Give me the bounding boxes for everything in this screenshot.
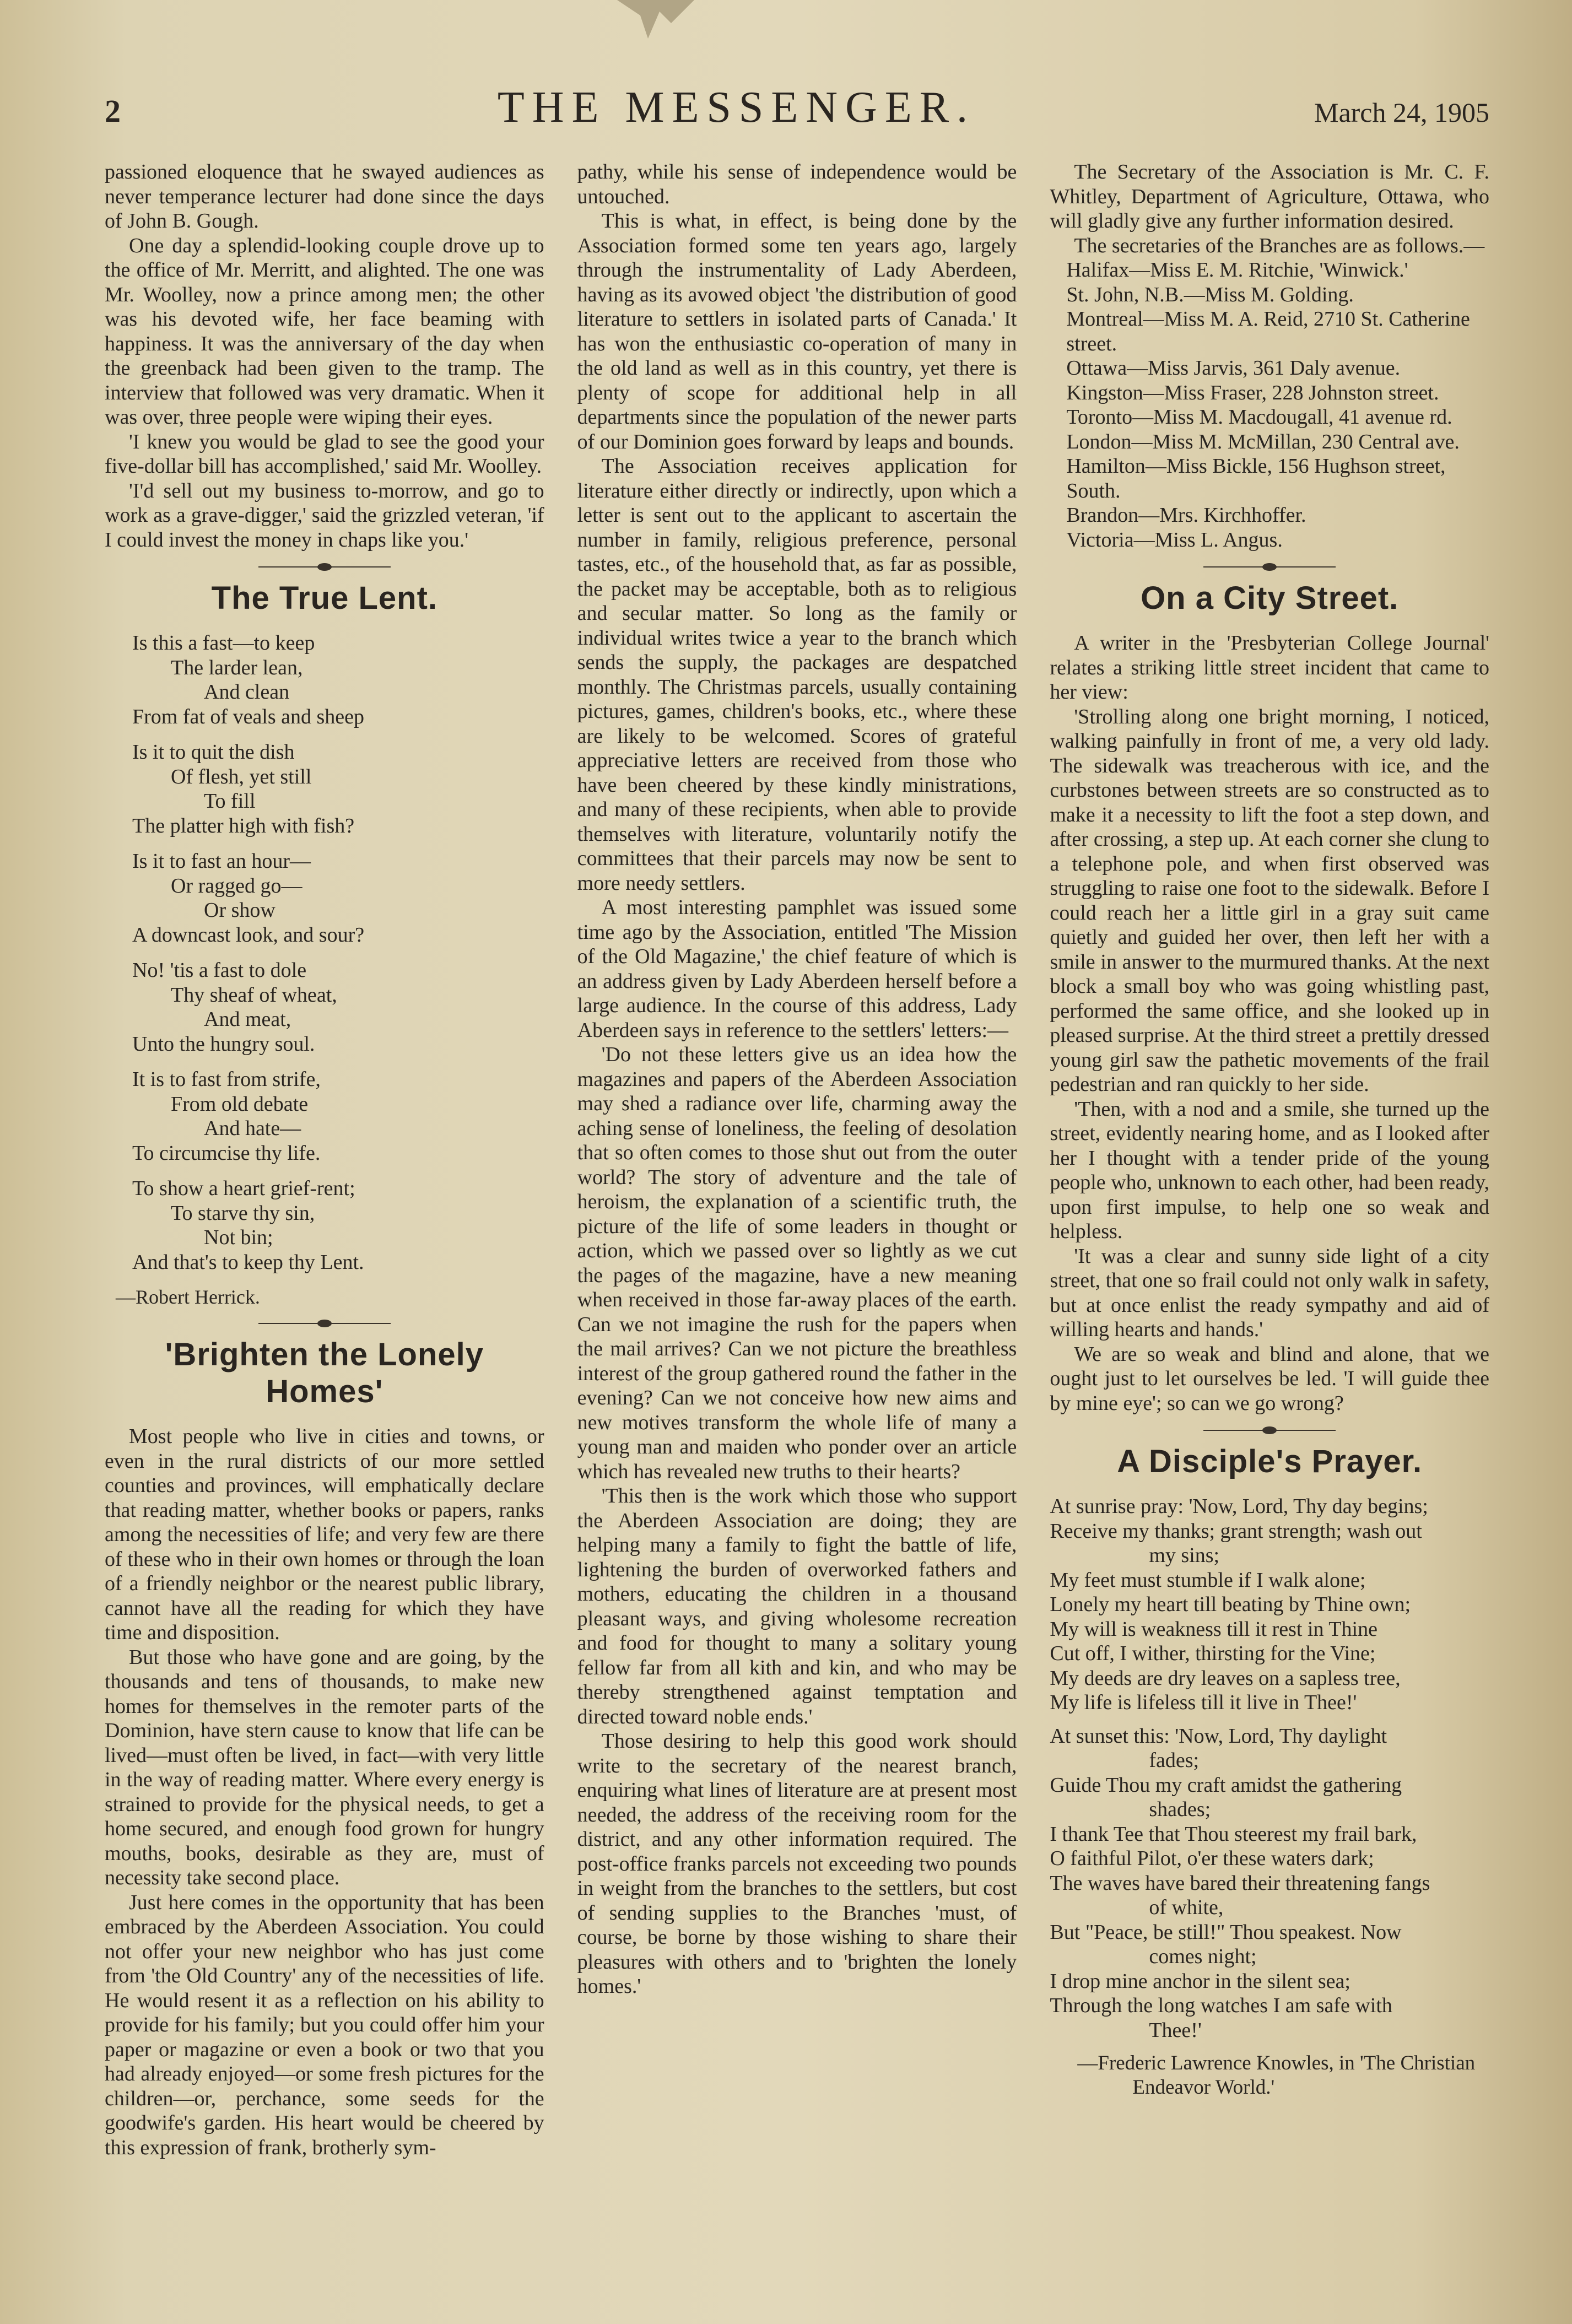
prayer-line-continued: my sins; (1149, 1544, 1220, 1567)
paragraph: passioned eloquence that he swayed audiences as never temperance lecturer had done since the days of John B. Gough. (105, 160, 544, 233)
paragraph: 'I knew you would be glad to see the good your five-dollar bill has accomplished,' said Mr. Woolley. (105, 430, 544, 478)
poem-line: Of flesh, yet still (171, 765, 312, 788)
paragraph: Those desiring to help this good work should write to the secretary of the nearest branch, enquiring what lines of literature are at present most needed, the address of the receiving room for the district, and any other information required. The post-office franks parcels not exceeding two pounds in weight from the branches to the settlers, but cost of sending supplies to the Branches 'must, of course, be borne by those wishing to share their pleasures with others and to 'brighten the lonely homes.' (577, 1730, 1017, 1998)
branch-item: Halifax—Miss E. M. Ritchie, 'Winwick.' (1066, 258, 1408, 282)
paragraph: Most people who live in cities and towns, or even in the rural districts of our more settled counties and provinces, will emphatically declare that reading matter, whether books or papers, ranks among the necessities of life; and very few are there of these who in their own homes or through the loan of a friendly neighbor or the nearest public library, cannot have all the reading for which they have time and disposition. (105, 1425, 544, 1644)
paragraph: Just here comes in the opportunity that has been embraced by the Aberdeen Association. You could not offer your new neighbor who has just come from 'the Old Country' any of the necessities of life. He would resent it as a reflection on his ability to provide for his family; but you could offer him your paper or magazine or even a book or two that you had already enjoyed—or some fresh pictures for the children—or, perchance, some seeds for the goodwife's garden. His heart would be cheered by this expression of frank, brotherly sym- (105, 1890, 544, 2159)
poem-line: To circumcise thy life. (132, 1141, 321, 1165)
prayer-line: I drop mine anchor in the silent sea; (1050, 1969, 1350, 1993)
poem-line: The larder lean, (171, 656, 303, 679)
prayer-author: —Frederic Lawrence Knowles, in 'The Christian Endeavor World.' (1077, 2052, 1476, 2099)
poem-author: —Robert Herrick. (116, 1286, 260, 1308)
paragraph: 'Then, with a nod and a smile, she turned up the street, evidently nearing home, and as I looked after her I thought with a tender pride of the young people who, unknown to each other, had been ready, upon first impulse, to help one so weak and helpless. (1050, 1097, 1490, 1243)
article-lonely-homes (105, 1424, 544, 2160)
prayer-line-continued: shades; (1149, 1798, 1211, 1821)
prayer-line-continued: comes night; (1149, 1945, 1257, 1968)
prayer-line: Lonely my heart till beating by Thine own; (1050, 1593, 1411, 1616)
prayer-line: But "Peace, be still!" Thou speakest. Now (1050, 1920, 1402, 1944)
poem-line: Not bin; (204, 1226, 273, 1249)
torn-edge (617, 0, 694, 39)
paragraph: 'It was a clear and sunny side light of a city street, that one so frail could not only walk in safety, but at once enlist the ready sympathy and aid of willing hearts and hands.' (1050, 1244, 1490, 1341)
prayer-stanza (1050, 1724, 1489, 2043)
section-divider (1203, 566, 1336, 568)
branch-item: London—Miss M. McMillan, 230 Central ave. (1066, 430, 1460, 453)
poem-stanza (132, 1176, 544, 1274)
prayer-line-continued: of white, (1149, 1896, 1224, 1919)
poem-line: Is this a fast—to keep (132, 631, 315, 655)
poem-stanza (132, 631, 544, 729)
section-divider (258, 1323, 391, 1324)
poem-line: Thy sheaf of wheat, (171, 983, 337, 1007)
article-title: 'Brighten the Lonely Homes' (165, 1337, 484, 1409)
prayer-line: My feet must stumble if I walk alone; (1050, 1568, 1366, 1592)
paragraph: But those who have gone and are going, by the thousands and tens of thousands, to make new homes for themselves in the remoter parts of the Dominion, have stern cause to know that life can be lived—must often be lived, in fact—with very little in the way of reading matter. Where every energy is strained to provide for the physical needs, to get a home secured, and enough food grown for hungry mouths, books, desirable as they are, must of necessity take second place. (105, 1645, 544, 1889)
prayer-line: I thank Tee that Thou steerest my frail bark, (1050, 1822, 1417, 1846)
paragraph: 'Do not these letters give us an idea how the magazines and papers of the Aberdeen Association may shed a radiance over life, charming away the aching sense of loneliness, the feeling of desolation that so often comes to those shut out from the outer world? The story of adventure and the tale of heroism, the explanation of a scientific truth, the picture of the life of some leaders in thought or action, which we passed over so lightly as we cut the pages of the magazine, have a new meaning when received in those far-away places of the earth. Can we not imagine the rush for the papers when the mail arrives? Can we not picture the breathless interest of the group gathered round the father in the evening? Can we not conceive how new aims and new motives transform the whole life of many a young man and maiden who ponder over an article which has revealed new truths to their hearts? (577, 1043, 1017, 1483)
prayer-line: Through the long watches I am safe with (1050, 1994, 1392, 2017)
paragraph: We are so weak and blind and alone, that we ought just to let ourselves be led. 'I will guide thee by mine eye'; so can we go wrong? (1050, 1342, 1490, 1415)
prayer-line: The waves have bared their threatening fangs (1050, 1871, 1430, 1895)
prayer-line: Cut off, I wither, thirsting for the Vine; (1050, 1642, 1376, 1665)
columns (105, 160, 1489, 2281)
paragraph: 'This then is the work which those who support the Aberdeen Association are doing; they are helping many a family to fight the battle of life, lightening the burden of overworked fathers and mothers, educating the children in a thousand pleasant ways, and giving wholesome recreation and food for thought to many a solitary young fellow far from all kith and kin, and who may be thereby strengthened against temptation and directed toward noble ends.' (577, 1484, 1017, 1728)
column-1 (105, 160, 544, 2281)
poem-line: No! 'tis a fast to dole (132, 959, 307, 982)
poem-line: Is it to fast an hour— (132, 850, 311, 873)
prayer-line: My life is lifeless till it live in Thee!' (1050, 1691, 1357, 1714)
branch-item: Kingston—Miss Fraser, 228 Johnston street. (1066, 381, 1439, 404)
poem-line: And that's to keep thy Lent. (132, 1250, 364, 1274)
issue-date: March 24, 1905 (1314, 97, 1489, 128)
poem-line: Or ragged go— (171, 874, 302, 898)
poem-title: The True Lent. (211, 580, 438, 616)
branch-item: Brandon—Mrs. Kirchhoffer. (1066, 504, 1306, 527)
poem-line: From old debate (171, 1092, 309, 1116)
poem-line: The platter high with fish? (132, 814, 355, 837)
paragraph: The secretaries of the Branches are as follows.— (1074, 234, 1485, 257)
column-2 (577, 160, 1017, 2281)
section-divider (258, 566, 391, 568)
street-title: On a City Street. (1141, 580, 1399, 616)
paragraph: pathy, while his sense of independence would be untouched. (577, 160, 1017, 208)
prayer-stanza (1050, 1494, 1489, 1715)
poem-stanza (132, 958, 544, 1056)
poem-line: A downcast look, and sour? (132, 923, 365, 947)
paper-title: THE MESSENGER. (497, 83, 976, 132)
poem-stanza (132, 740, 544, 838)
paragraph: A most interesting pamphlet was issued some time ago by the Association, entitled 'The Mission of the Old Magazine,' the chief feature of which is an address given by Lady Aberdeen herself before a large audience. In the course of this address, Lady Aberdeen says in reference to the settlers' letters:— (577, 896, 1017, 1042)
branch-list (1050, 258, 1489, 552)
poem-line: And meat, (204, 1008, 291, 1031)
branch-item: Victoria—Miss L. Angus. (1066, 528, 1283, 552)
branch-item: Montreal—Miss M. A. Reid, 2710 St. Catherine street. (1066, 307, 1470, 355)
poem-stanza (132, 849, 544, 947)
prayer-line: My will is weakness till it rest in Thine (1050, 1617, 1377, 1641)
paragraph: The Association receives application for literature either directly or indirectly, upon which a letter is sent out to the applicant to ascertain the number in family, religious preference, personal tastes, etc., of the household that, as far as possible, the packet may be acceptable, both as to religious and secular matter. So long as the family or individual writes twice a year to the branch which sends the supply, the packages are despatched monthly. The Christmas parcels, usually containing pictures, games, children's books, etc., where these are likely to be welcomed. Scores of grateful appreciative letters are received from those who have been cheered by these kindly ministrations, and many of these recipients, when able to provide themselves with literature, voluntarily notify the committees that their parcels may now be sent to more needy settlers. (577, 455, 1017, 895)
poem-line: From fat of veals and sheep (132, 705, 365, 728)
page-number: 2 (105, 93, 121, 129)
masthead (105, 83, 1489, 143)
poem-line: Unto the hungry soul. (132, 1032, 315, 1056)
column-3 (1050, 160, 1489, 2281)
branch-item: Hamilton—Miss Bickle, 156 Hughson street, South. (1066, 455, 1446, 502)
article-city-street (1050, 631, 1489, 1415)
prayer-line-continued: fades; (1149, 1749, 1200, 1772)
poem-line: It is to fast from strife, (132, 1068, 321, 1091)
paragraph: A writer in the 'Presbyterian College Journal' relates a striking little street incident that came to her view: (1050, 631, 1490, 704)
paragraph: 'Strolling along one bright morning, I noticed, walking painfully in front of me, a very old lady. The sidewalk was treacherous with ice, and the curbstones between streets are so constructed as to make it a necessity to lift the foot a step down, and after crossing, a step up. At each corner she clung to a telephone pole, and when first observed was struggling to raise one foot to the sidewalk. Before I could reach her a little girl in a gray suit came quietly and guided her over, then left her with a smile in answer to the murmured thanks. At the next block a small boy who was going whistling past, performed the same office, and she looked up in pleased surprise. At the third street a prettily dressed young girl saw the pathetic movements of the frail pedestrian and ran quickly to her side. (1050, 705, 1490, 1096)
poem-line: And clean (204, 680, 290, 704)
poem-line: Or show (204, 899, 275, 922)
prayer-line: Receive my thanks; grant strength; wash out (1050, 1519, 1422, 1543)
poem-disciples-prayer (1050, 1494, 1489, 2042)
woolley-story (105, 160, 544, 552)
poem-line: And hate— (204, 1117, 301, 1140)
prayer-line: At sunrise pray: 'Now, Lord, Thy day begins; (1050, 1495, 1428, 1518)
prayer-line: At sunset this: 'Now, Lord, Thy daylight (1050, 1724, 1387, 1748)
branch-item: St. John, N.B.—Miss M. Golding. (1066, 283, 1354, 306)
poem-stanza (132, 1067, 544, 1165)
paragraph: One day a splendid-looking couple drove up to the office of Mr. Merritt, and alighted. The one was Mr. Woolley, now a prince among men; the other was his devoted wife, her face beaming with happiness. It was the anniversary of the day when the greenback had been given to the tramp. The interview that followed was very dramatic. When it was over, three people were wiping their eyes. (105, 234, 544, 429)
prayer-line: Guide Thou my craft amidst the gathering (1050, 1773, 1402, 1797)
article-continued (577, 160, 1017, 1999)
prayer-title: A Disciple's Prayer. (1117, 1444, 1423, 1479)
paragraph: This is what, in effect, is being done by the Association formed some ten years ago, largely through the instrumentality of Lady Aberdeen, having as its avowed object 'the distribution of good literature to settlers in isolated parts of Canada.' It has won the enthusiastic co-operation of many in the old land as well as in this country, yet there is plenty of scope for additional help in all departments since the population of the newer parts of our Dominion goes forward by leaps and bounds. (577, 209, 1017, 453)
poem-line: Is it to quit the dish (132, 741, 295, 764)
poem-line: To show a heart grief-rent; (132, 1177, 355, 1200)
prayer-line: O faithful Pilot, o'er these waters dark; (1050, 1847, 1374, 1870)
paragraph: The Secretary of the Association is Mr. C. F. Whitley, Department of Agriculture, Ottawa, who will gladly give any further information desired. (1050, 160, 1490, 233)
paragraph: 'I'd sell out my business to-morrow, and go to work as a grave-digger,' said the grizzled veteran, 'if I could invest the money in chaps like you.' (105, 479, 544, 552)
secretary-info (1050, 160, 1489, 258)
prayer-line: My deeds are dry leaves on a sapless tree, (1050, 1666, 1401, 1690)
branch-item: Ottawa—Miss Jarvis, 361 Daly avenue. (1066, 356, 1401, 380)
poem-true-lent (132, 631, 544, 1274)
prayer-line-continued: Thee!' (1149, 2018, 1202, 2042)
section-divider (1203, 1430, 1336, 1431)
poem-line: To fill (204, 790, 256, 813)
branch-item: Toronto—Miss M. Macdougall, 41 avenue rd. (1066, 406, 1452, 429)
poem-line: To starve thy sin, (171, 1201, 315, 1225)
